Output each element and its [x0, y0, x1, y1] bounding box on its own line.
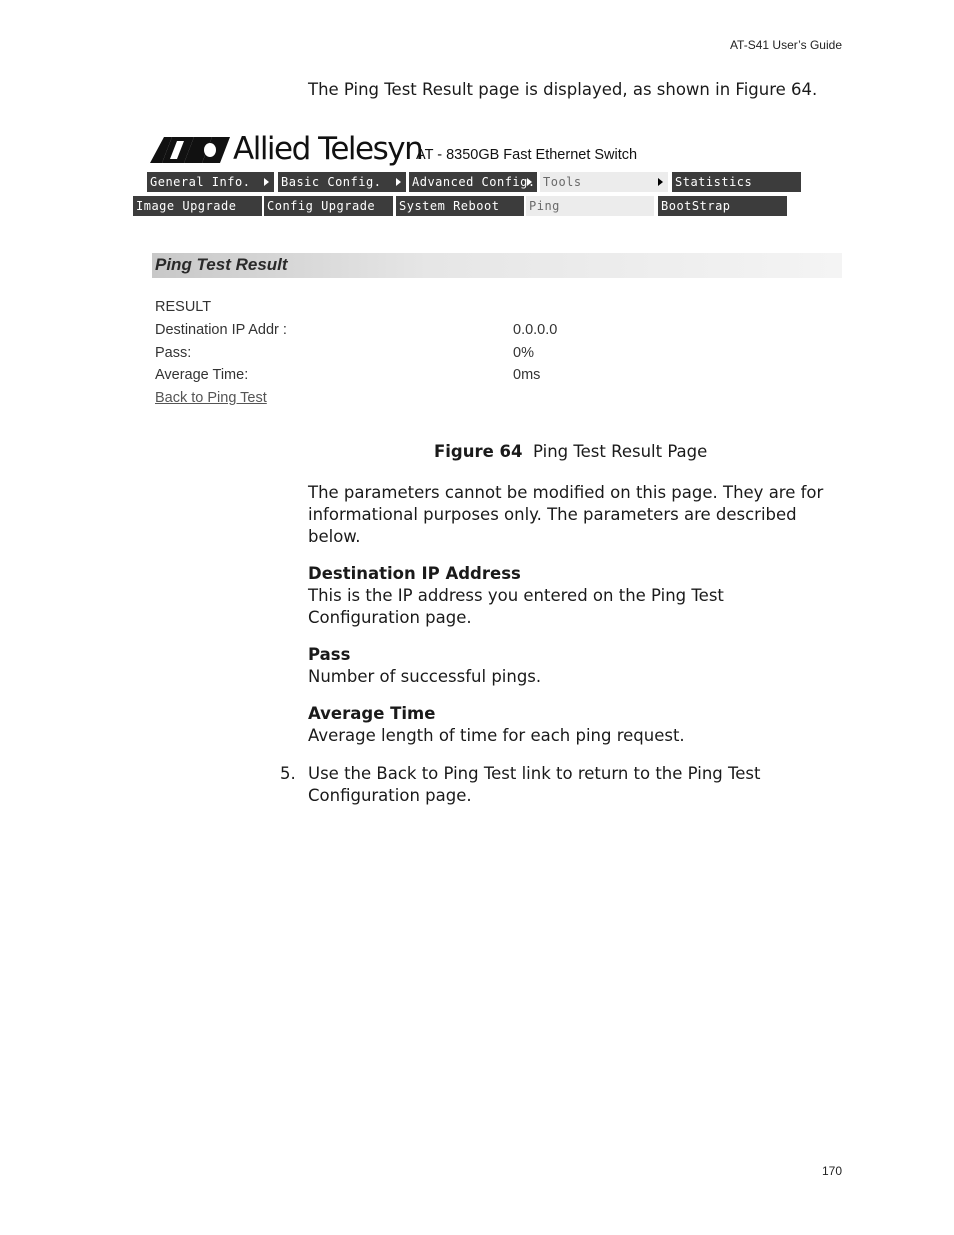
nav-config-upgrade[interactable] [264, 196, 393, 216]
definition-term-pass: Pass [308, 645, 351, 664]
nav-label: Statistics [675, 175, 753, 189]
nav-label: General Info. [150, 175, 251, 189]
definition-desc-destination-ip: This is the IP address you entered on the Ping Test Configuration page. [308, 586, 724, 627]
definition-desc-average-time: Average length of time for each ping request. [308, 726, 685, 745]
nav-label: System Reboot [399, 199, 500, 213]
nav-ping[interactable] [526, 196, 654, 216]
nav-label: Ping [529, 199, 560, 213]
nav-label: BootStrap [661, 199, 731, 213]
product-title: AT - 8350GB Fast Ethernet Switch [416, 147, 638, 163]
figure-caption-text: Ping Test Result Page [533, 442, 708, 461]
page-number: 170 [821, 1164, 842, 1178]
nav-tools[interactable] [540, 172, 668, 192]
body-paragraph: The parameters cannot be modified on this page. They are for informational purposes only. The parameters are described below. [308, 483, 824, 546]
section-title: Ping Test Result [155, 255, 288, 274]
nav-label: Basic Config. [281, 175, 382, 189]
intro-paragraph: The Ping Test Result page is displayed, as shown in Figure 64. [308, 80, 818, 99]
nav-label: Tools [543, 175, 582, 189]
allied-telesyn-logo-icon [150, 137, 230, 163]
figure-number: Figure 64 [434, 442, 523, 461]
field-label-average-time: Average Time: [155, 367, 249, 383]
nav-bootstrap[interactable] [658, 196, 787, 216]
nav-advanced-config[interactable] [409, 172, 537, 192]
nav-system-reboot[interactable] [396, 196, 524, 216]
step-text: Use the Back to Ping Test link to return to the Ping Test Configuration page. [308, 764, 761, 805]
nav-statistics[interactable] [672, 172, 801, 192]
caret-right-icon [658, 178, 663, 186]
result-heading: RESULT [155, 299, 212, 315]
caret-right-icon [527, 178, 532, 186]
nav-label: Advanced Config. [412, 175, 536, 189]
definition-term-average-time: Average Time [308, 704, 436, 723]
definition-term-destination-ip: Destination IP Address [308, 564, 521, 583]
field-label-destination-ip: Destination IP Addr : [155, 322, 287, 338]
field-value-average-time: 0ms [513, 367, 541, 383]
running-header: AT-S41 User’s Guide [729, 38, 842, 52]
nav-general-info[interactable] [147, 172, 274, 192]
figure-caption [434, 442, 834, 461]
caret-right-icon [264, 178, 269, 186]
nav-basic-config[interactable] [278, 172, 406, 192]
brand-name: Allied Telesyn [233, 131, 423, 167]
caret-right-icon [396, 178, 401, 186]
field-value-pass: 0% [513, 345, 534, 361]
nav-label: Image Upgrade [136, 199, 237, 213]
field-value-destination-ip: 0.0.0.0 [513, 322, 558, 338]
back-to-ping-test-link[interactable]: Back to Ping Test [155, 390, 267, 406]
nav-image-upgrade[interactable] [133, 196, 262, 216]
field-label-pass: Pass: [155, 345, 192, 361]
nav-label: Config Upgrade [267, 199, 376, 213]
step-number: 5. [280, 764, 296, 783]
definition-desc-pass: Number of successful pings. [308, 667, 542, 686]
